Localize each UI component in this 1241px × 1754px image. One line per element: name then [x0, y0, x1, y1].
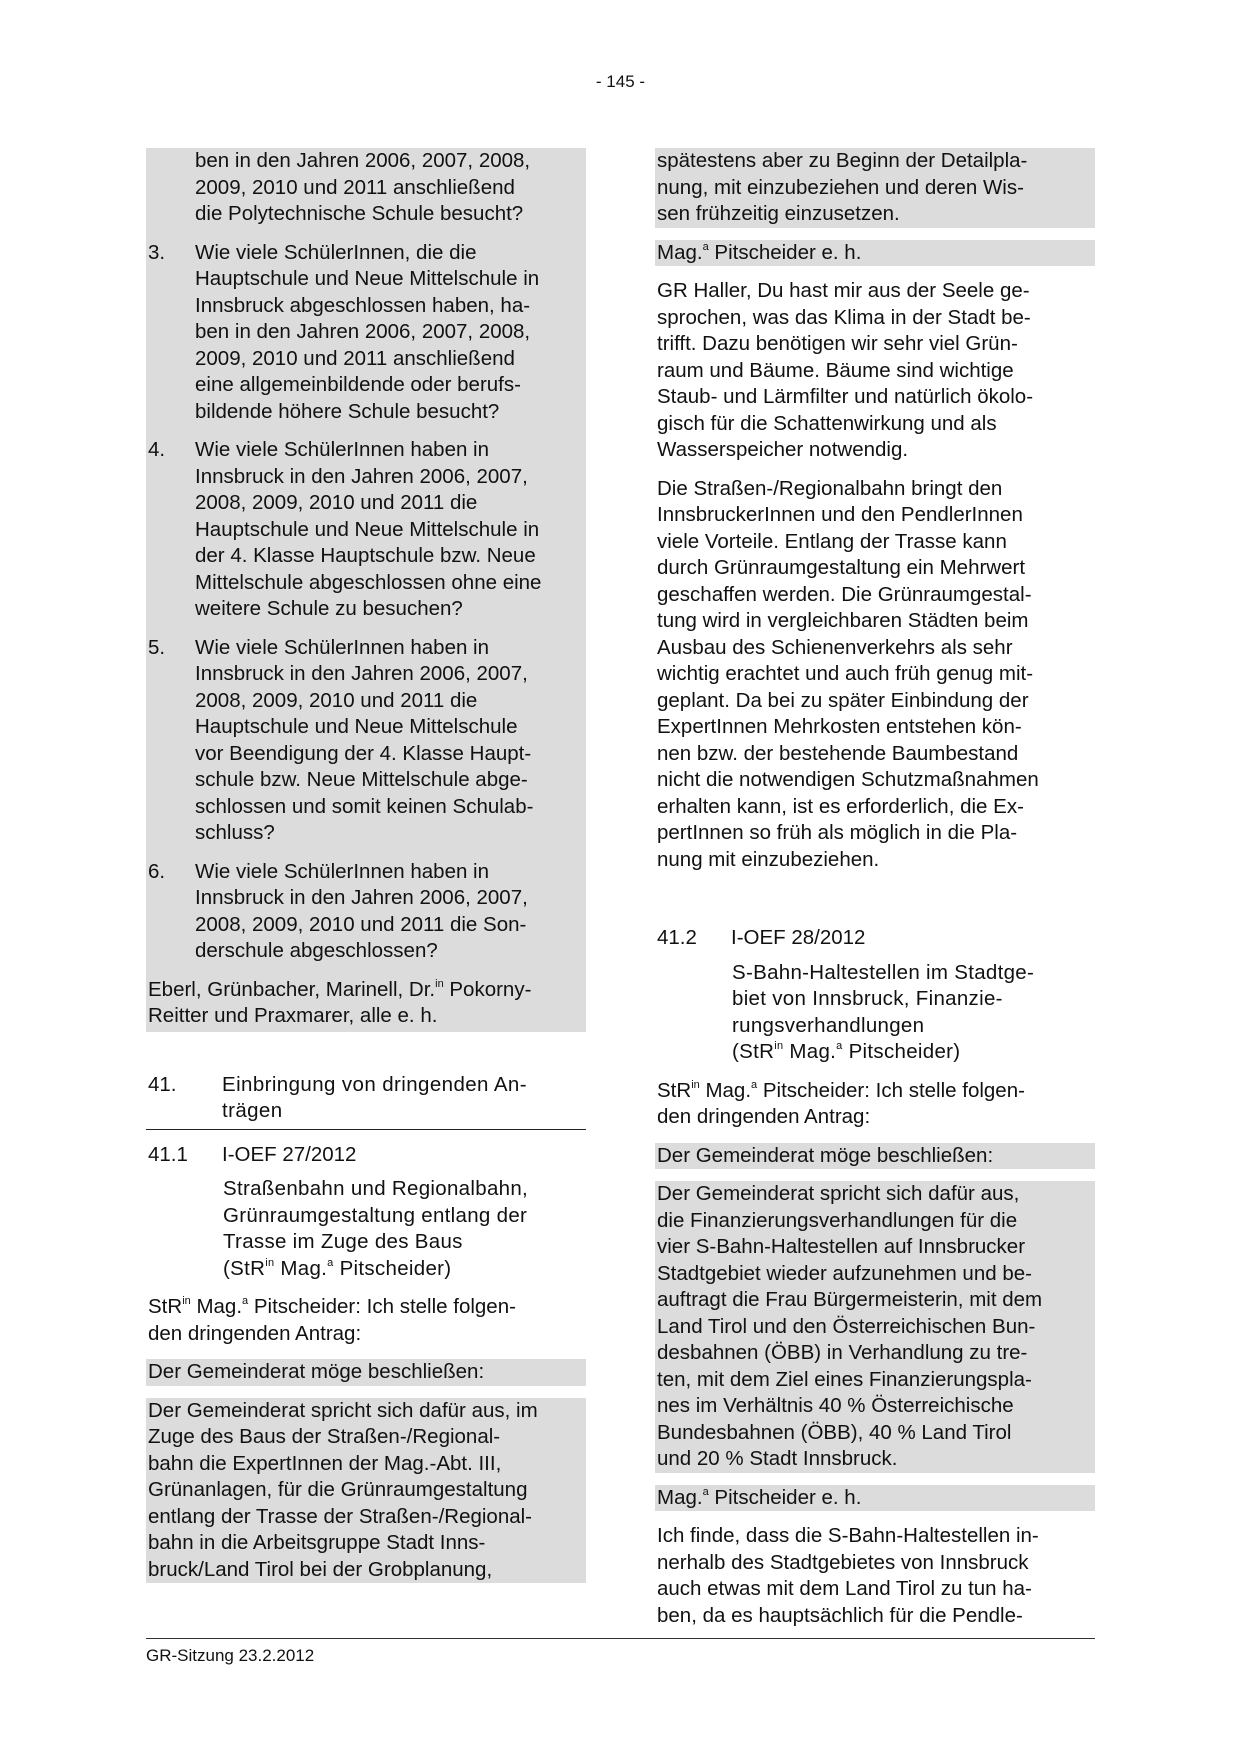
- item-41-2-heading: 41.2 I-OEF 28/2012: [657, 926, 866, 949]
- motion-text-2: Der Gemeinderat spricht sich dafür aus, die Finanzierungsverhandlungen für die vier S-Bahn-Haltestellen auf Innsbrucker Stadtgebiet wieder aufzunehmen und be- auftragt die Frau Bürgermeisterin, mit dem Land Tirol und den Österreichischen Bun- desbahnen (ÖBB) in Verhandlung zu tre- ten, mit dem Ziel eines Finanzierungspla- nes im Verhältnis 40 % Österreichische Bundesbahnen (ÖBB), 40 % Land Tirol und 20 % Stadt Innsbruck.: [655, 1181, 1095, 1473]
- question-tail: ben in den Jahren 2006, 2007, 2008, 2009, 2010 und 2011 anschließend die Polytechnische Schule besucht?: [195, 149, 531, 225]
- item-41-1-title: Straßenbahn und Regionalbahn, Grünraumgestaltung entlang der Trasse im Zuge des Baus (StR$^{in}$ Mag.$^a$ Pitscheider): [223, 1177, 529, 1280]
- motion-intro-2: StR$^{in}$ Mag.$^a$ Pitscheider: Ich stelle folgen- den dringenden Antrag:: [657, 1078, 1025, 1128]
- question-6: 6. Wie viele SchülerInnen haben in Innsbruck in den Jahren 2006, 2007, 2008, 2009, 2010 und 2011 die Son- derschule abgeschlossen?: [148, 859, 528, 962]
- motion-head-2: Der Gemeinderat möge beschließen:: [655, 1143, 1095, 1170]
- signers: Eberl, Grünbacher, Marinell, Dr.$^{in}$ Pokorny- Reitter und Praxmarer, alle e. h.: [148, 977, 532, 1027]
- question-4: 4. Wie viele SchülerInnen haben in Innsbruck in den Jahren 2006, 2007, 2008, 2009, 2010 und 2011 die Hauptschule und Neue Mittelschule in der 4. Klasse Hauptschule bzw. Neue Mittelschule abgeschlossen ohne eine weitere Schule zu besuchen?: [148, 438, 542, 620]
- motion-intro: StR$^{in}$ Mag.$^a$ Pitscheider: Ich stelle folgen- den dringenden Antrag:: [148, 1295, 516, 1345]
- motion-continuation: spätestens aber zu Beginn der Detailpla- nung, mit einzubeziehen und deren Wis- sen frühzeitig einzusetzen.: [655, 148, 1095, 228]
- left-column: [146, 148, 586, 1583]
- motion-head: Der Gemeinderat möge beschließen:: [146, 1359, 586, 1386]
- item-41-2-title: S-Bahn-Haltestellen im Stadtge- biet von Innsbruck, Finanzie- rungsverhandlungen (StR$^{in}$ Mag.$^a$ Pitscheider): [732, 960, 1035, 1063]
- question-5: 5. Wie viele SchülerInnen haben in Innsbruck in den Jahren 2006, 2007, 2008, 2009, 2010 und 2011 die Hauptschule und Neue Mittelschule vor Beendigung der 4. Klasse Haupt- schule bzw. Neue Mittelschule abge- schlossen und somit keinen Schulab- schluss?: [148, 635, 534, 844]
- paragraph-haller: GR Haller, Du hast mir aus der Seele ge- sprochen, was das Klima in der Stadt be- trifft. Dazu benötigen wir sehr viel Grün- raum und Bäume. Bäume sind wichtige Staub- und Lärmfilter und natürlich ökolo- gisch für die Schattenwirkung und als Wasserspeicher notwendig.: [657, 279, 1034, 461]
- question-3: 3. Wie viele SchülerInnen, die die Hauptschule und Neue Mittelschule in Innsbruck abgeschlossen haben, ha- ben in den Jahren 2006, 2007, 2008, 2009, 2010 und 2011 anschließend eine allgemeinbildende oder berufs- bildende höhere Schule besucht?: [148, 240, 540, 423]
- motion-text: Der Gemeinderat spricht sich dafür aus, im Zuge des Baus der Straßen-/Regional- bahn die ExpertInnen der Mag.-Abt. III, Grünanlagen, für die Grünraumgestaltung entlang der Trasse der Straßen-/Regional- bahn in die Arbeitsgruppe Stadt Inns- bruck/Land Tirol bei der Grobplanung,: [146, 1398, 586, 1584]
- signature: Mag.$^a$ Pitscheider e. h.: [655, 240, 1095, 267]
- page-number: - 145 -: [595, 72, 646, 91]
- footer-rule: [146, 1638, 1095, 1639]
- footer-text: GR-Sitzung 23.2.2012: [146, 1646, 315, 1665]
- paragraph-regionalbahn: Die Straßen-/Regionalbahn bringt den InnsbruckerInnen und den PendlerInnen viele Vorteile. Entlang der Trasse kann durch Grünraumgestaltung ein Mehrwert geschaffen werden. Die Grünraumgestal- tung wird in vergleichbaren Städten beim Ausbau des Schienenverkehrs als sehr wichtig erachtet und auch früh genug mit- geplant. Da bei zu später Einbindung der ExpertInnen Mehrkosten entstehen kön- nen bzw. der bestehende Baumbestand nicht die notwendigen Schutzmaßnahmen erhalten kann, ist es erforderlich, die Ex- pertInnen so früh als möglich in die Pla- nung mit einzubeziehen.: [657, 476, 1039, 871]
- item-41-1-heading: 41.1 I-OEF 27/2012: [148, 1142, 357, 1166]
- right-column: [655, 148, 1095, 1641]
- section-41-heading: 41. Einbringung von dringenden An- trägen: [146, 1072, 586, 1130]
- paragraph-s-bahn: Ich finde, dass die S-Bahn-Haltestellen in- nerhalb des Stadtgebietes von Innsbruck auch etwas mit dem Land Tirol zu tun ha- ben, da es hauptsächlich für die Pendle-: [657, 1524, 1039, 1627]
- signature-2: Mag.$^a$ Pitscheider e. h.: [655, 1485, 1095, 1512]
- questions-block: [146, 148, 586, 1032]
